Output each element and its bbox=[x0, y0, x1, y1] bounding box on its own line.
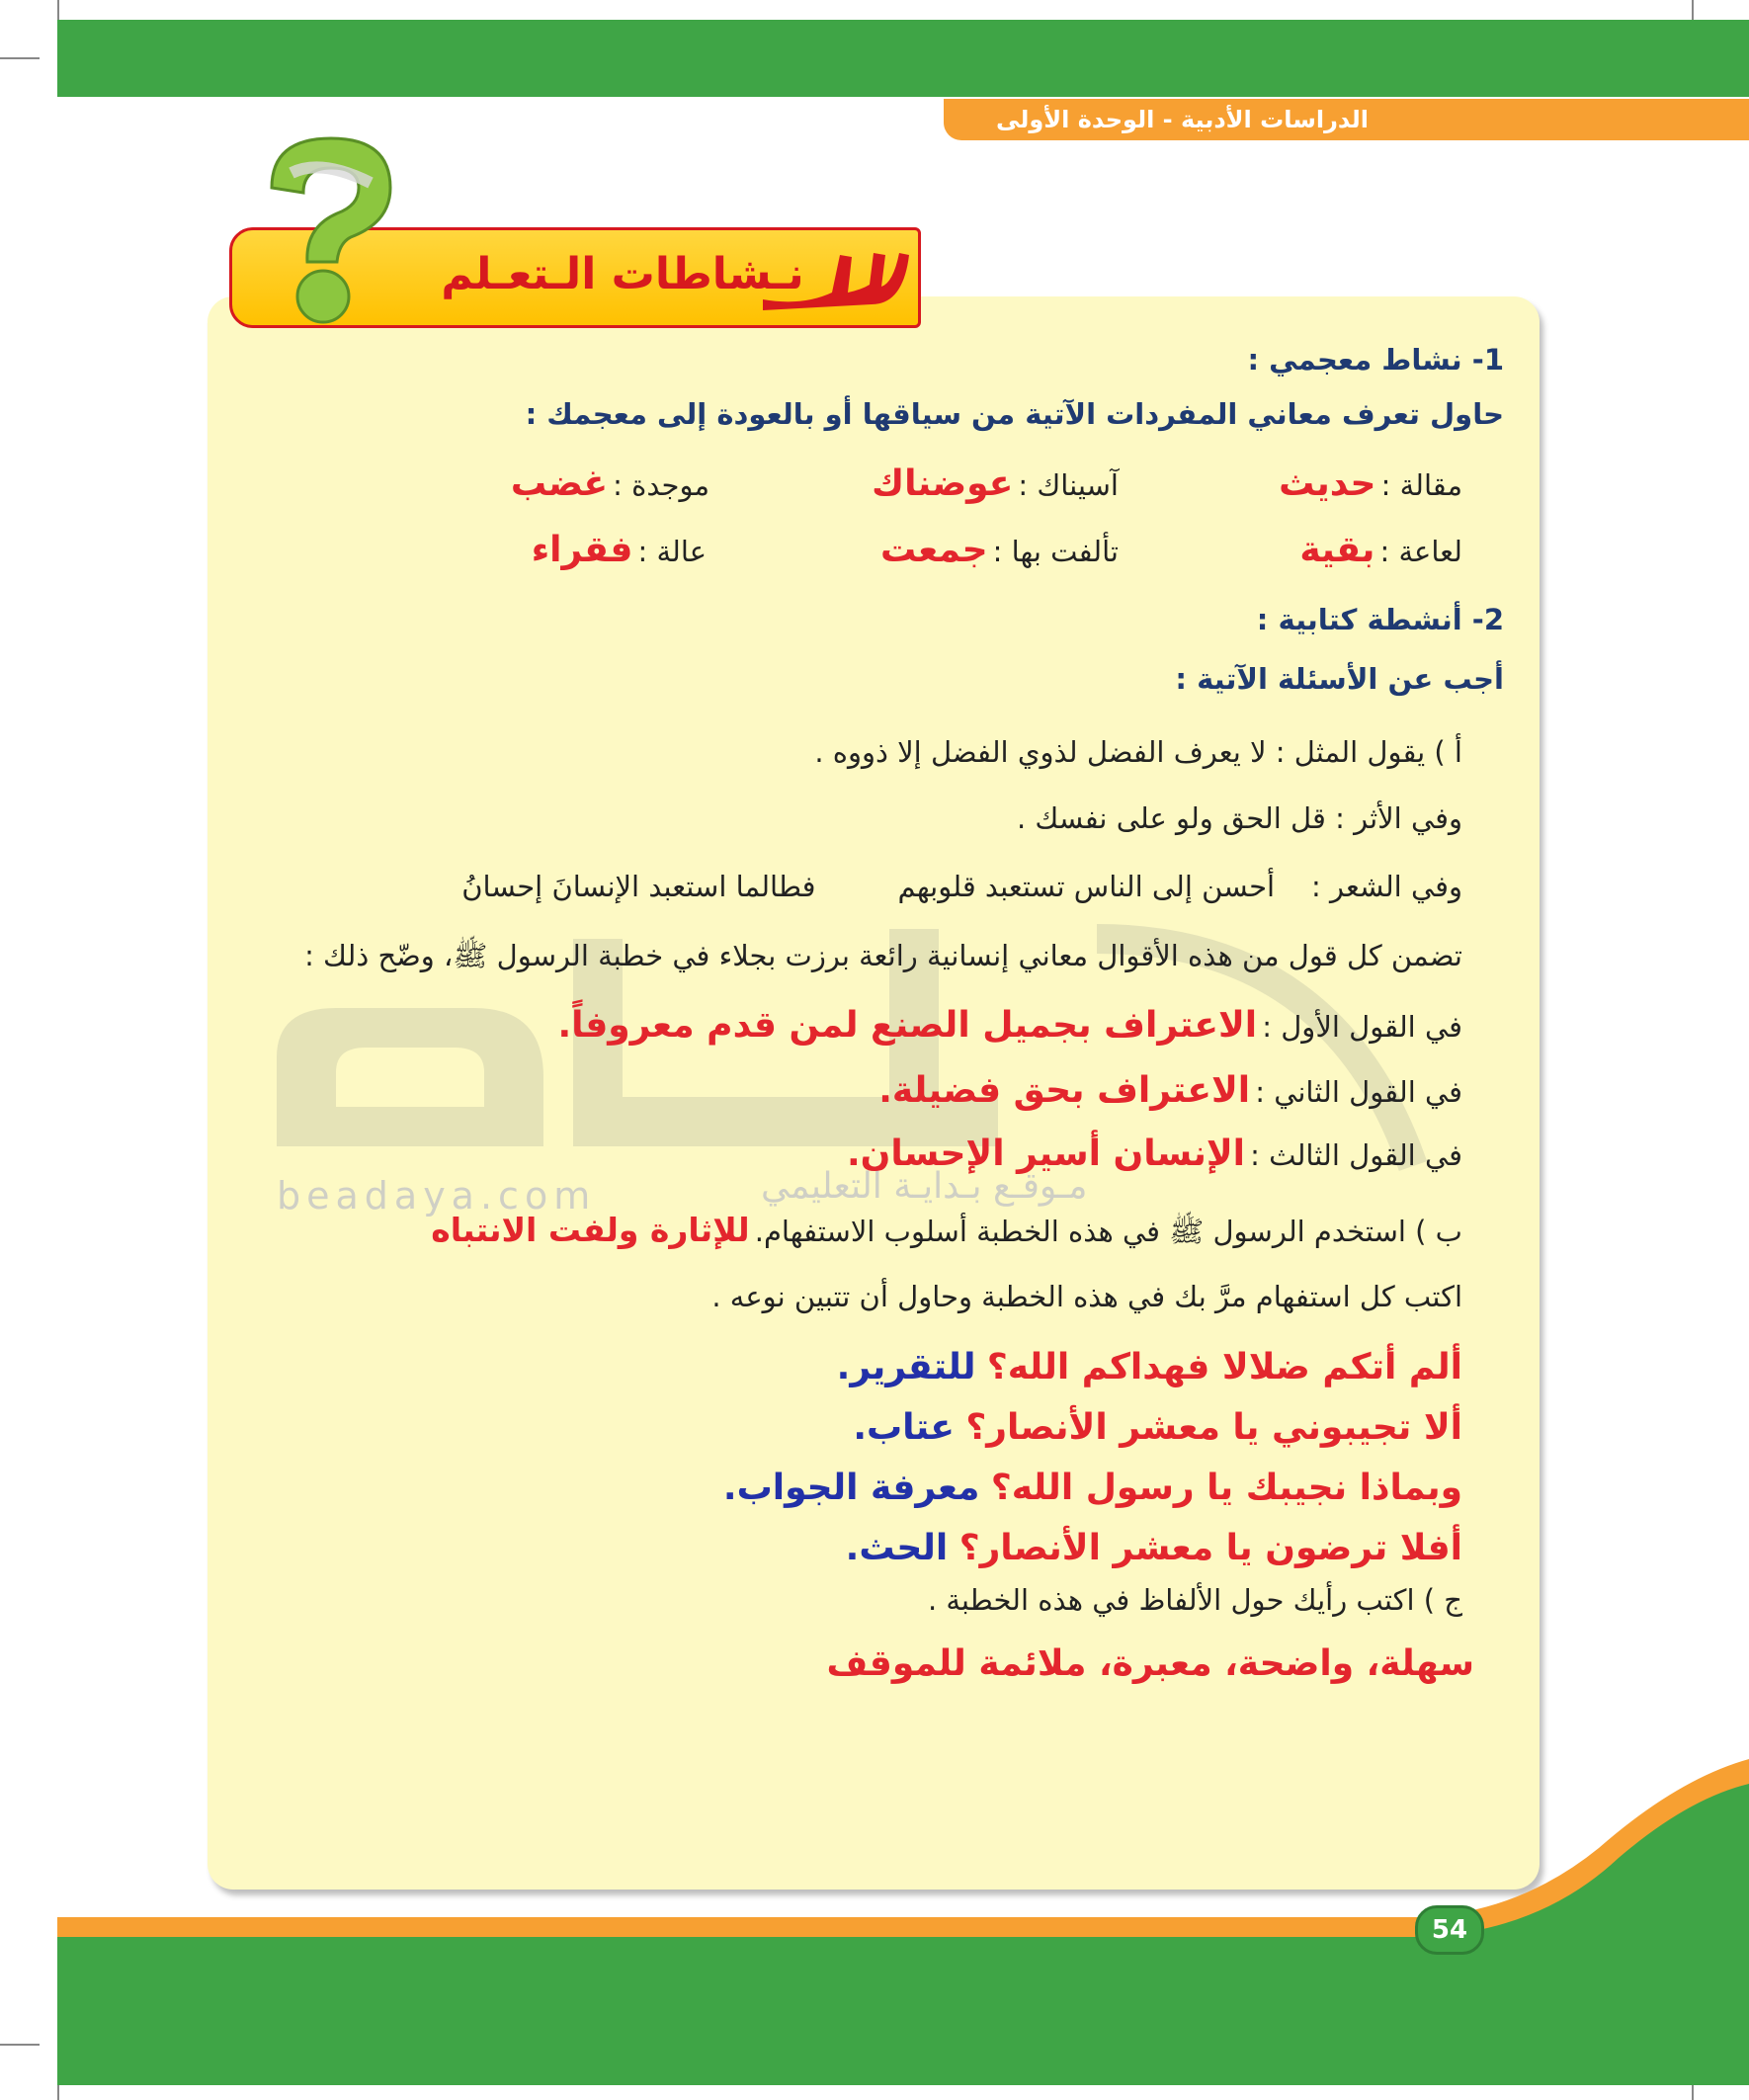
question-item bbox=[853, 1406, 1462, 1449]
qa-answer-label: في القول الأول : bbox=[1262, 1010, 1462, 1044]
vocab-term: لعاعة : bbox=[1379, 535, 1462, 568]
qc-answer: سهلة، واضحة، معبرة، ملائمة للموقف bbox=[826, 1643, 1474, 1684]
qa-answer-value: الاعتراف بجميل الصنع لمن قدم معروفاً. bbox=[557, 1005, 1258, 1046]
watermark-tagline: مـوقـع بـدايـة التعليمي bbox=[761, 1166, 1088, 1207]
question-item bbox=[846, 1527, 1462, 1569]
proverb-text: أ ) يقول المثل : لا يعرف الفضل لذوي الفضل إلا ذووه . bbox=[814, 735, 1462, 769]
qa-answer-row bbox=[558, 1004, 1463, 1047]
qa-answer-row bbox=[878, 1069, 1462, 1112]
qa-prompt: تضمن كل قول من هذه الأقوال معاني إنسانية رائعة برزت بجلاء في خطبة الرسول ﷺ، وضّح ذلك : bbox=[304, 939, 1462, 972]
top-green-band bbox=[57, 20, 1749, 97]
question-type: للتقرير. bbox=[836, 1347, 976, 1387]
qb-answer: للإثارة ولفت الانتباه bbox=[431, 1211, 750, 1249]
vocab-meaning: بقية bbox=[1299, 530, 1375, 570]
question-type: الحث. bbox=[845, 1528, 949, 1568]
question-item bbox=[837, 1346, 1462, 1388]
vocab-term: عالة : bbox=[637, 535, 707, 568]
crop-mark bbox=[0, 57, 40, 59]
unit-title: الدراسات الأدبية - الوحدة الأولى bbox=[996, 106, 1369, 133]
vocab-item bbox=[880, 529, 1119, 571]
vocab-term: مقالة : bbox=[1380, 468, 1462, 502]
vocab-meaning: فقراء bbox=[531, 530, 633, 570]
question-type: عتاب. bbox=[853, 1407, 955, 1448]
question-text: ألم أتكم ضلالا فهداكم الله؟ bbox=[986, 1347, 1462, 1387]
qa-answer-value: الإنسان أسير الإحسان. bbox=[846, 1134, 1246, 1174]
vocab-term: آسيناك : bbox=[1018, 468, 1119, 502]
vocab-item bbox=[1299, 529, 1462, 571]
vocab-item bbox=[1279, 462, 1462, 505]
crop-mark bbox=[0, 2044, 40, 2046]
vocab-term: موجدة : bbox=[613, 468, 709, 502]
activity2-heading: 2- أنشطة كتابية : bbox=[1256, 603, 1504, 636]
qa-answer-label: في القول الثاني : bbox=[1255, 1075, 1462, 1109]
poetry-hemistich: فطالما استعبد الإنسانَ إحسانُ bbox=[461, 870, 816, 903]
unit-header-tab bbox=[944, 99, 1749, 140]
vocab-meaning: جمعت bbox=[880, 530, 988, 570]
question-mark-icon bbox=[252, 128, 400, 326]
vocab-term: تألفت بها : bbox=[992, 535, 1119, 568]
vocab-item bbox=[872, 462, 1119, 505]
activity1-instruction: حاول تعرف معاني المفردات الآتية من سياقها أو بالعودة إلى معجمك : bbox=[525, 397, 1504, 431]
vocab-meaning: عوضناك bbox=[872, 463, 1014, 504]
vocab-meaning: غضب bbox=[510, 463, 609, 504]
qb-instruction: اكتب كل استفهام مرَّ بك في هذه الخطبة وحاول أن تتبين نوعه . bbox=[711, 1280, 1462, 1313]
athar-text: وفي الأثر : قل الحق ولو على نفسك . bbox=[1016, 801, 1462, 835]
qa-answer-value: الاعتراف بحق فضيلة. bbox=[878, 1070, 1251, 1111]
poetry-label: وفي الشعر : bbox=[1310, 870, 1462, 903]
question-text: أفلا ترضون يا معشر الأنصار؟ bbox=[958, 1528, 1462, 1568]
qa-answer-label: في القول الثالث : bbox=[1250, 1138, 1462, 1172]
page-number: 54 bbox=[1415, 1905, 1484, 1955]
bottom-green-band bbox=[57, 1942, 1749, 2085]
watermark-site: beadaya.com bbox=[277, 1174, 597, 1218]
poetry-hemistich: أحسن إلى الناس تستعبد قلوبهم bbox=[897, 870, 1276, 903]
section-title: نـشاطات الـتعـلم bbox=[441, 249, 804, 299]
activity2-instruction: أجب عن الأسئلة الآتية : bbox=[1175, 662, 1504, 696]
vocab-meaning: حديث bbox=[1279, 463, 1376, 504]
vocab-item bbox=[532, 529, 707, 571]
activity1-heading: 1- نشاط معجمي : bbox=[1247, 343, 1504, 377]
question-text: وبماذا نجيبك يا رسول الله؟ bbox=[990, 1468, 1462, 1508]
qb-row bbox=[431, 1211, 1462, 1250]
qb-prompt: ب ) استخدم الرسول ﷺ في هذه الخطبة أسلوب الاستفهام. bbox=[754, 1215, 1462, 1248]
vocab-item bbox=[511, 462, 709, 505]
poetry-line bbox=[461, 870, 1462, 904]
qc-prompt: ج ) اكتب رأيك حول الألفاظ في هذه الخطبة . bbox=[927, 1583, 1462, 1617]
question-item bbox=[723, 1467, 1462, 1509]
qa-answer-row bbox=[847, 1133, 1462, 1175]
question-text: ألا تجيبوني يا معشر الأنصار؟ bbox=[965, 1407, 1462, 1448]
question-type: معرفة الجواب. bbox=[722, 1468, 980, 1508]
